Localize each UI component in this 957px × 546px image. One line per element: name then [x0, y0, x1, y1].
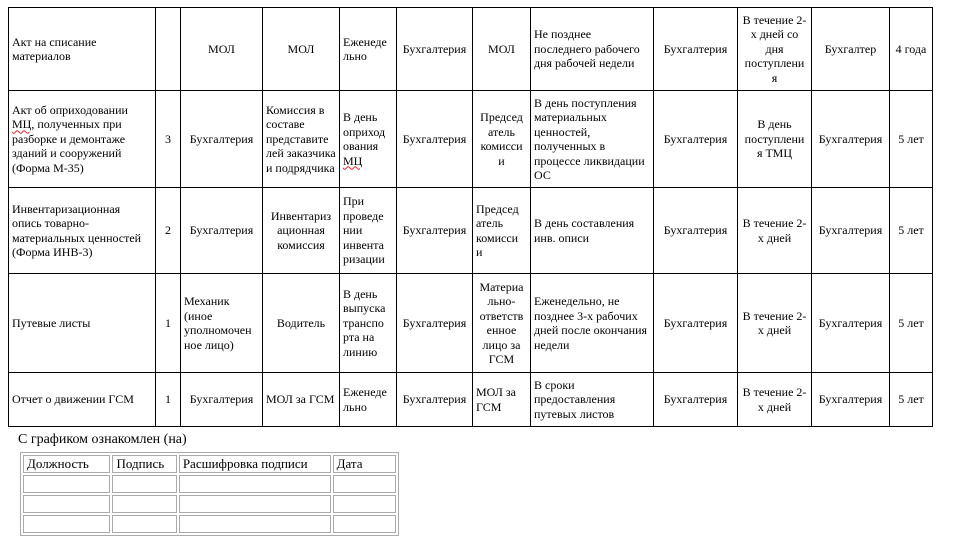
- position-cell[interactable]: [23, 515, 110, 533]
- who-submits-cell: МОЛ за ГСМ: [473, 373, 531, 427]
- to-whom-cell: Бухгалтерия: [397, 91, 473, 188]
- who-creates-cell: Бухгалтерия: [181, 91, 263, 188]
- signature-row: [23, 495, 396, 513]
- position-cell[interactable]: [23, 495, 110, 513]
- doc-name-cell: Акт на списание материалов: [9, 8, 156, 91]
- signature-decoding-cell[interactable]: [179, 515, 331, 533]
- when-submitted-text: В день оприход ования: [343, 110, 386, 153]
- process-deadline-cell: В течение 2-х дней: [738, 274, 812, 373]
- when-submitted-cell: В день выпуска транспо рта на линию: [340, 274, 397, 373]
- who-archives-cell: Бухгалтерия: [812, 373, 890, 427]
- doc-name-cell: Путевые листы: [9, 274, 156, 373]
- process-deadline-cell: В течение 2-х дней: [738, 188, 812, 274]
- submit-deadline-cell: В день составления инв. описи: [531, 188, 654, 274]
- signature-decoding-cell[interactable]: [179, 495, 331, 513]
- when-submitted-cell: При проведе нии инвента ризации: [340, 188, 397, 274]
- who-signs-cell: МОЛ за ГСМ: [263, 373, 340, 427]
- who-processes-cell: Бухгалтерия: [654, 274, 738, 373]
- to-whom-cell: Бухгалтерия: [397, 8, 473, 91]
- who-archives-cell: Бухгалтерия: [812, 274, 890, 373]
- doc-name-text: Акт об оприходовании: [12, 102, 128, 117]
- spellcheck-word: МЦ: [12, 117, 32, 132]
- signature-table: [20, 452, 399, 536]
- who-archives-cell: Бухгалтерия: [812, 188, 890, 274]
- doc-name-cell: Инвентаризационная опись товарно-материальных ценностей (Форма ИНВ-3): [9, 188, 156, 274]
- who-archives-cell: Бухгалтер: [812, 8, 890, 91]
- who-creates-cell: Механик (иное уполномочен ное лицо): [181, 274, 263, 373]
- who-signs-cell: Водитель: [263, 274, 340, 373]
- header-signature-decoding: Расшифровка подписи: [179, 455, 331, 473]
- to-whom-cell: Бухгалтерия: [397, 274, 473, 373]
- table-row: [9, 274, 933, 373]
- who-submits-cell: Председ атель комисси и: [473, 188, 531, 274]
- retention-cell: 5 лет: [890, 373, 933, 427]
- retention-cell: 5 лет: [890, 91, 933, 188]
- who-submits-cell: Материа льно-ответств енное лицо за ГСМ: [473, 274, 531, 373]
- copies-cell: 1: [156, 274, 181, 373]
- doc-name-text: , полученных при разборке и демонтаже зданий и сооружений (Форма М-35): [12, 117, 126, 175]
- retention-cell: 4 года: [890, 8, 933, 91]
- to-whom-cell: Бухгалтерия: [397, 188, 473, 274]
- submit-deadline-cell: В сроки предоставления путевых листов: [531, 373, 654, 427]
- when-submitted-cell: Еженеде льно: [340, 373, 397, 427]
- when-submitted-cell: [340, 91, 397, 188]
- document-flow-table: [8, 7, 933, 427]
- date-cell[interactable]: [333, 475, 396, 493]
- to-whom-cell: Бухгалтерия: [397, 373, 473, 427]
- date-cell[interactable]: [333, 515, 396, 533]
- table-row: [9, 8, 933, 91]
- who-signs-cell: Инвентариз ационная комиссия: [263, 188, 340, 274]
- signature-cell[interactable]: [112, 495, 176, 513]
- who-creates-cell: Бухгалтерия: [181, 373, 263, 427]
- submit-deadline-cell: В день поступления материальных ценностей, полученных в процессе ликвидации ОС: [531, 91, 654, 188]
- table-row: [9, 188, 933, 274]
- header-signature: Подпись: [112, 455, 176, 473]
- copies-cell: [156, 8, 181, 91]
- signature-row: [23, 515, 396, 533]
- process-deadline-cell: В течение 2-х дней: [738, 373, 812, 427]
- header-position: Должность: [23, 455, 110, 473]
- who-processes-cell: Бухгалтерия: [654, 91, 738, 188]
- retention-cell: 5 лет: [890, 188, 933, 274]
- copies-cell: 3: [156, 91, 181, 188]
- process-deadline-cell: В день поступлени я ТМЦ: [738, 91, 812, 188]
- who-archives-cell: Бухгалтерия: [812, 91, 890, 188]
- who-signs-cell: МОЛ: [263, 8, 340, 91]
- who-signs-cell: Комиссия в составе представите лей заказчика и подрядчика: [263, 91, 340, 188]
- who-processes-cell: Бухгалтерия: [654, 188, 738, 274]
- who-creates-cell: Бухгалтерия: [181, 188, 263, 274]
- signature-decoding-cell[interactable]: [179, 475, 331, 493]
- table-row: [9, 91, 933, 188]
- submit-deadline-cell: Не позднее последнего рабочего дня рабочей недели: [531, 8, 654, 91]
- when-submitted-cell: Еженеде льно: [340, 8, 397, 91]
- signature-header-row: [23, 455, 396, 473]
- process-deadline-cell: В течение 2-х дней со дня поступлени я: [738, 8, 812, 91]
- acknowledgement-title: С графиком ознакомлен (на): [18, 432, 187, 447]
- doc-name-cell: Отчет о движении ГСМ: [9, 373, 156, 427]
- position-cell[interactable]: [23, 475, 110, 493]
- copies-cell: 1: [156, 373, 181, 427]
- who-processes-cell: Бухгалтерия: [654, 8, 738, 91]
- signature-cell[interactable]: [112, 475, 176, 493]
- who-creates-cell: МОЛ: [181, 8, 263, 91]
- spellcheck-word: МЦ: [343, 153, 363, 168]
- who-submits-cell: МОЛ: [473, 8, 531, 91]
- signature-row: [23, 475, 396, 493]
- doc-name-cell: [9, 91, 156, 188]
- table-row: [9, 373, 933, 427]
- copies-cell: 2: [156, 188, 181, 274]
- submit-deadline-cell: Еженедельно, не позднее 3-х рабочих дней после окончания недели: [531, 274, 654, 373]
- header-date: Дата: [333, 455, 396, 473]
- date-cell[interactable]: [333, 495, 396, 513]
- who-processes-cell: Бухгалтерия: [654, 373, 738, 427]
- retention-cell: 5 лет: [890, 274, 933, 373]
- who-submits-cell: Председ атель комисси и: [473, 91, 531, 188]
- signature-cell[interactable]: [112, 515, 176, 533]
